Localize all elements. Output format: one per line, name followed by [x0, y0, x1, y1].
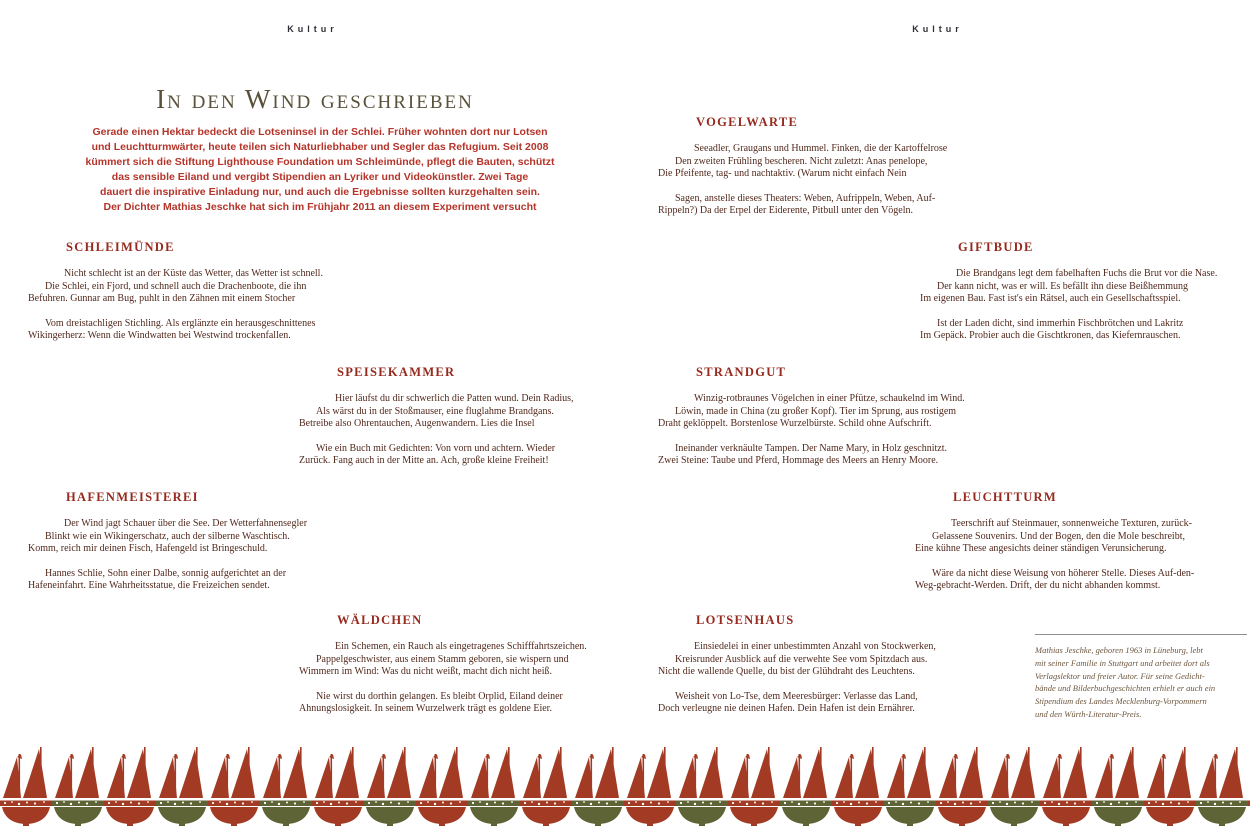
poem-line: Rippeln?) Da der Erpel der Eiderente, Pitbull unter den Vögeln. [658, 205, 914, 217]
poem-stanza [915, 568, 1225, 593]
text-line: und den Würth-Literatur-Preis. [1035, 708, 1142, 719]
poem-line: Wimmern im Wind: Was du nicht weißt, macht dich nicht heiß. [299, 666, 552, 678]
article-title: In den Wind geschrieben [156, 84, 474, 114]
poem-line: Hafeneinfahrt. Eine Wahrheitsstatue, die Freizeichen sendet. [28, 580, 270, 592]
poem-line: Ist der Laden dicht, sind immerhin Fischbrötchen und Lakritz [937, 317, 1184, 329]
section-heading: SCHLEIMÜNDE [66, 240, 175, 254]
poem-line: Hannes Schlie, Sohn einer Dalbe, sonnig aufgerichtet an der [45, 567, 287, 579]
poem-line: Der Wind jagt Schauer über die See. Der Wetterfahnensegler [64, 518, 308, 529]
poem-stanza [28, 518, 338, 556]
poem-line: Als wärst du in der Stoßmauser, eine fluglahme Brandgans. [316, 405, 554, 417]
poem-stanza [658, 143, 958, 181]
poem-line: Im Gepäck. Probier auch die Gischtkronen, das Kiefernrauschen. [920, 330, 1181, 342]
poem-stanza [658, 641, 958, 679]
poem-stanza [920, 318, 1230, 343]
poem-line: Weg-gebracht-Werden. Drift, der du nicht abhanden kommst. [915, 580, 1161, 592]
poem-stanza [658, 691, 958, 716]
section-lotsenhaus [658, 613, 958, 716]
poem-line: Zwei Steine: Taube und Pferd, Hommage des Meers an Henry Moore. [658, 455, 939, 467]
poem-line: Wie ein Buch mit Gedichten: Von vorn und achtern. Wieder [316, 442, 556, 454]
section-heading: STRANDGUT [696, 365, 787, 379]
text-line: mit seiner Familie in Stuttgart und arbeitet dort als [1035, 657, 1210, 668]
section-heading: HAFENMEISTEREI [66, 490, 199, 504]
poem-line: Hier läufst du dir schwerlich die Patten wund. Dein Radius, [335, 393, 574, 404]
text-line: Mathias Jeschke, geboren 1963 in Lüneburg, lebt [1035, 645, 1203, 655]
poem-stanza [299, 393, 599, 431]
poem-line: Einsiedelei in einer unbestimmten Anzahl von Stockwerken, [694, 641, 936, 652]
poem-line: Draht geklöppelt. Borstenlose Wurzelbürste. Schild ohne Aufschrift. [658, 418, 932, 430]
text-line: bände und Bilderbuchgeschichten erhielt er auch ein [1035, 683, 1216, 694]
poem-stanza [658, 443, 968, 468]
poem-stanza [299, 641, 599, 679]
poem-line: Blinkt wie ein Wikingerschatz, auch der silberne Waschtisch. [45, 530, 290, 542]
poem-stanza [28, 318, 348, 343]
poem-line: Komm, reich mir deinen Fisch, Hafengeld ist Bringeschuld. [28, 543, 268, 555]
poem-line: Ineinander verknäulte Tampen. Der Name Mary, in Holz geschnitzt. [675, 442, 947, 454]
section-speisekammer [299, 365, 599, 468]
author-bio [1035, 634, 1247, 721]
section-heading: WÄLDCHEN [337, 613, 423, 627]
article-intro [60, 125, 580, 215]
poem-line: Die Brandgans legt dem fabelhaften Fuchs die Brut vor die Nase. [956, 268, 1218, 279]
poem-line: Gelassene Souvenirs. Und der Bogen, den die Mole beschreibt, [932, 530, 1185, 542]
poem-line: Pappelgeschwister, aus einem Stamm geboren, sie wispern und [316, 653, 569, 665]
poem-line: Nie wirst du dorthin gelangen. Es bleibt Orplid, Eiland deiner [316, 690, 563, 702]
section-leuchtturm [915, 490, 1225, 593]
poem-line: Seeadler, Graugans und Hummel. Finken, die der Kartoffelrose [694, 143, 948, 154]
poem-line: Doch verleugne nie deinen Hafen. Dein Hafen ist dein Ernährer. [658, 703, 915, 715]
poem-stanza [299, 691, 599, 716]
poem-line: Teerschrift auf Steinmauer, sonnenweiche Texturen, zurück- [951, 518, 1192, 529]
page-header-right: Kultur [912, 24, 963, 34]
section-schleimuende [28, 240, 348, 343]
poem-line: Nicht schlecht ist an der Küste das Wetter, das Wetter ist schnell. [64, 268, 323, 279]
poem-line: Wäre da nicht diese Weisung von höherer Stelle. Dieses Auf-den- [932, 567, 1195, 579]
poem-line: Nicht die wallende Quelle, du bist der Glühdraht des Leuchtens. [658, 666, 915, 678]
poem-line: Löwin, made in China (zu großer Kopf). Tier im Sprung, aus rostigem [675, 405, 957, 417]
poem-stanza [658, 193, 958, 218]
poem-line: Der kann nicht, was er will. Es befällt ihn diese Beißhemmung [937, 280, 1189, 292]
poem-stanza [915, 518, 1225, 556]
poem-line: Eine kühne These angesichts deiner ständigen Verunsicherung. [915, 543, 1167, 555]
text-line: Verlagslektor und freier Autor. Für seine Gedicht- [1035, 670, 1205, 681]
poem-line: Die Schlei, ein Fjord, und schnell auch die Drachenboote, die ihn [45, 280, 307, 292]
section-strandgut [658, 365, 968, 468]
poem-line: Winzig-rotbraunes Vögelchen in einer Pfütze, schaukelnd im Wind. [694, 393, 965, 404]
poem-stanza [28, 568, 338, 593]
section-heading: SPEISEKAMMER [337, 365, 456, 379]
text-line: Stipendium des Landes Mecklenburg-Vorpommern [1035, 696, 1207, 707]
poem-line: Ein Schemen, ein Rauch als eingetragenes Schifffahrtszeichen. [335, 641, 587, 652]
poem-stanza [28, 268, 348, 306]
section-heading: GIFTBUDE [958, 240, 1034, 254]
section-vogelwarte [658, 115, 958, 218]
poem-line: Befuhren. Gunnar am Bug, puhlt in den Zähnen mit einem Stocher [28, 293, 296, 305]
text-line: dauert die inspirative Einladung nur, und auch die Ergebnisse sollten kurzgehalten sein. [100, 186, 540, 198]
section-heading: VOGELWARTE [696, 115, 799, 129]
text-line: das sensible Eiland und vergibt Stipendien an Lyriker und Videokünstler. Zwei Tage [111, 171, 529, 183]
poem-line: Kreisrunder Ausblick auf die verwehte See vom Spitzdach aus. [675, 653, 928, 665]
section-heading: LEUCHTTURM [953, 490, 1057, 504]
section-hafenmeisterei [28, 490, 338, 593]
poem-line: Im eigenen Bau. Fast ist's ein Rätsel, auch ein Gesellschaftsspiel. [920, 293, 1181, 305]
text-line: Gerade einen Hektar bedeckt die Lotseninsel in der Schlei. Früher wohnten dort nur Lotsen [92, 126, 548, 138]
poem-line: Zurück. Fang auch in der Mitte an. Ach, große kleine Freiheit! [299, 455, 549, 467]
poem-line: Vom dreistachligen Stichling. Als erglänzte ein herausgeschnittenes [45, 317, 316, 329]
poem-stanza [299, 443, 599, 468]
section-heading: LOTSENHAUS [696, 613, 795, 627]
poem-line: Weisheit von Lo-Tse, dem Meeresbürger: Verlasse das Land, [675, 690, 918, 702]
section-waeldchen [299, 613, 599, 716]
poem-line: Die Pfeifente, tag- und nachtaktiv. (Warum nicht einfach Nein [658, 168, 907, 180]
sailboat-row-icon [0, 744, 1250, 828]
poem-line: Den zweiten Frühling bescheren. Nicht zuletzt: Anas penelope, [675, 155, 928, 167]
page-header-left: Kultur [287, 24, 338, 34]
text-line: kümmert sich die Stiftung Lighthouse Foundation um Schleimünde, pflegt die Bauten, schützt [85, 156, 555, 168]
poem-stanza [920, 268, 1230, 306]
section-giftbude [920, 240, 1230, 343]
poem-stanza [658, 393, 968, 431]
poem-line: Wikingerherz: Wenn die Windwatten bei Westwind trockenfallen. [28, 330, 291, 342]
poem-line: Sagen, anstelle dieses Theaters: Weben, Aufrippeln, Weben, Auf- [675, 192, 936, 204]
poem-line: Betreibe also Ohrentauchen, Augenwandern. Lies die Insel [299, 418, 535, 430]
text-line: Der Dichter Mathias Jeschke hat sich im Frühjahr 2011 an diesem Experiment versucht [103, 201, 537, 213]
text-line: und Leuchtturmwärter, heute teilen sich Naturliebhaber und Segler das Refugium. Seit 2008 [91, 141, 549, 153]
poem-line: Ahnungslosigkeit. In seinem Wurzelwerk trägt es goldene Eier. [299, 703, 552, 715]
